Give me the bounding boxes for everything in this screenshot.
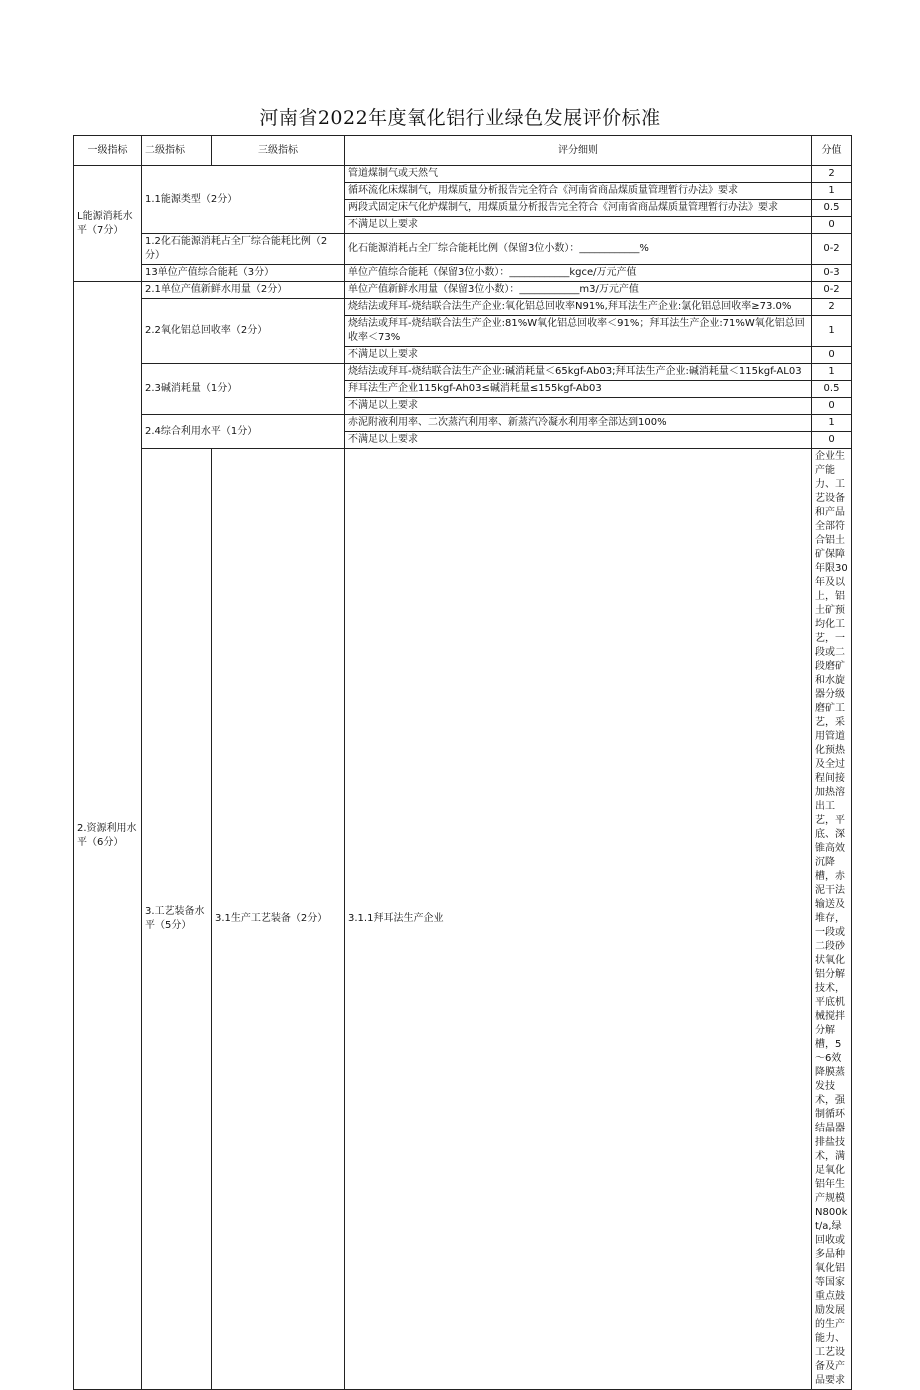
score-cell: 1: [812, 316, 852, 347]
level2-energy-type: 1.1能源类型（2分）: [142, 166, 345, 234]
score-cell: 0.5: [812, 200, 852, 217]
level1-resource: 2.资源利用水平（6分）: [74, 282, 142, 1390]
detail-cell: 管道煤制气或天然气: [345, 166, 812, 183]
table-row: [74, 299, 852, 316]
table-row: [74, 364, 852, 381]
detail-cell: 烧结法或拜耳-烧结联合法生产企业:81%W氧化铝总回收率＜91%；拜耳法生产企业:71%W氧化铝总回收率＜73%: [345, 316, 812, 347]
level2-fossil-ratio: 1.2化石能源消耗占全厂综合能耗比例（2分）: [142, 234, 345, 265]
detail-cell: 赤泥附液利用率、二次蒸汽利用率、新蒸汽冷凝水利用率全部达到100%: [345, 415, 812, 432]
evaluation-table: [73, 135, 852, 1390]
detail-cell: 企业生产能力、工艺设备和产品全部符合铝土矿保障年限30年及以上，铝土矿预均化工艺，一段或二段磨矿和水旋器分级磨矿工艺，采用管道化预热及全过程间接加热溶出工艺，平底、深锥高效沉降槽，赤泥干法输送及堆存，一段或二段砂状氧化铝分解技术，平底机械搅拌分解槽，5～6效降膜蒸发技术，强制循环结晶器排盐技术，满足氧化铝年生产规模N800kt∕a,绿回收或多品种氧化铝等国家重点鼓励发展的生产能力、工艺设备及产品要求: [812, 449, 852, 1390]
detail-cell: 烧结法或拜耳-烧结联合法生产企业:氧化铝总回收率N91%,拜耳法生产企业:氯化铝总回收率≥73.0%: [345, 299, 812, 316]
table-row: [74, 282, 852, 299]
score-cell: 1: [812, 364, 852, 381]
detail-cell: 不满足以上要求: [345, 432, 812, 449]
table-row: [74, 234, 852, 265]
score-cell: 0.5: [812, 381, 852, 398]
score-cell: 0: [812, 398, 852, 415]
header-detail: 评分细则: [345, 136, 812, 166]
score-cell: 0-2: [812, 282, 852, 299]
score-cell: 0: [812, 217, 852, 234]
score-cell: 0-2: [812, 234, 852, 265]
level2-alkali: 2.3碱消耗量（1分）: [142, 364, 345, 415]
header-level3: 三级指标: [212, 136, 345, 166]
table-row: [74, 265, 852, 282]
score-cell: 0: [812, 432, 852, 449]
detail-cell: 化石能源消耗占全厂综合能耗比例（保留3位小数）：____________%: [345, 234, 812, 265]
detail-cell: 不满足以上要求: [345, 398, 812, 415]
detail-cell: 拜耳法生产企业115kgf-Ah03≤碱消耗量≤155kgf-Ab03: [345, 381, 812, 398]
header-level1: 一级指标: [74, 136, 142, 166]
score-cell: 1: [812, 415, 852, 432]
score-cell: 0: [812, 347, 852, 364]
table-row: [74, 166, 852, 183]
score-cell: 1: [812, 183, 852, 200]
table-row: [74, 449, 852, 1390]
level3-process: 3.1.1拜耳法生产企业: [345, 449, 812, 1390]
level2-water: 2.1单位产值新鲜水用量（2分）: [142, 282, 345, 299]
score-cell: 2: [812, 299, 852, 316]
detail-cell: 单位产值综合能耗（保留3位小数）：____________kgce/万元产值: [345, 265, 812, 282]
detail-cell: 两段式固定床气化炉煤制气，用煤质量分析报告完全符合《河南省商品煤质量管理暂行办法》要求: [345, 200, 812, 217]
level1-process: 3.工艺装备水平（5分）: [142, 449, 212, 1390]
table-row: [74, 415, 852, 432]
detail-cell: 循环流化床煤制气，用煤质量分析报告完全符合《河南省商品煤质量管理暂行办法》要求: [345, 183, 812, 200]
table-header-row: [74, 136, 852, 166]
page-title: 河南省2022年度氧化铝行业绿色发展评价标准: [259, 107, 661, 129]
level2-alumina-recovery: 2.2氧化铝总回收率（2分）: [142, 299, 345, 364]
level2-comprehensive: 2.4综合利用水平（1分）: [142, 415, 345, 449]
header-score: 分值: [812, 136, 852, 166]
detail-cell: 不满足以上要求: [345, 347, 812, 364]
level2-unit-energy: 13单位产值综合能耗（3分）: [142, 265, 345, 282]
score-cell: 0-3: [812, 265, 852, 282]
score-cell: 2: [812, 166, 852, 183]
detail-cell: 不满足以上要求: [345, 217, 812, 234]
level1-energy: L能源消耗水平（7分）: [74, 166, 142, 282]
header-level2: 二级指标: [142, 136, 212, 166]
detail-cell: 单位产值新鲜水用量（保留3位小数）：____________m3/万元产值: [345, 282, 812, 299]
level2-process: 3.1生产工艺装备（2分）: [212, 449, 345, 1390]
detail-cell: 烧结法或拜耳-烧结联合法生产企业:碱消耗量＜65kgf-Ab03;拜耳法生产企业:碱消耗量＜115kgf-AL03: [345, 364, 812, 381]
